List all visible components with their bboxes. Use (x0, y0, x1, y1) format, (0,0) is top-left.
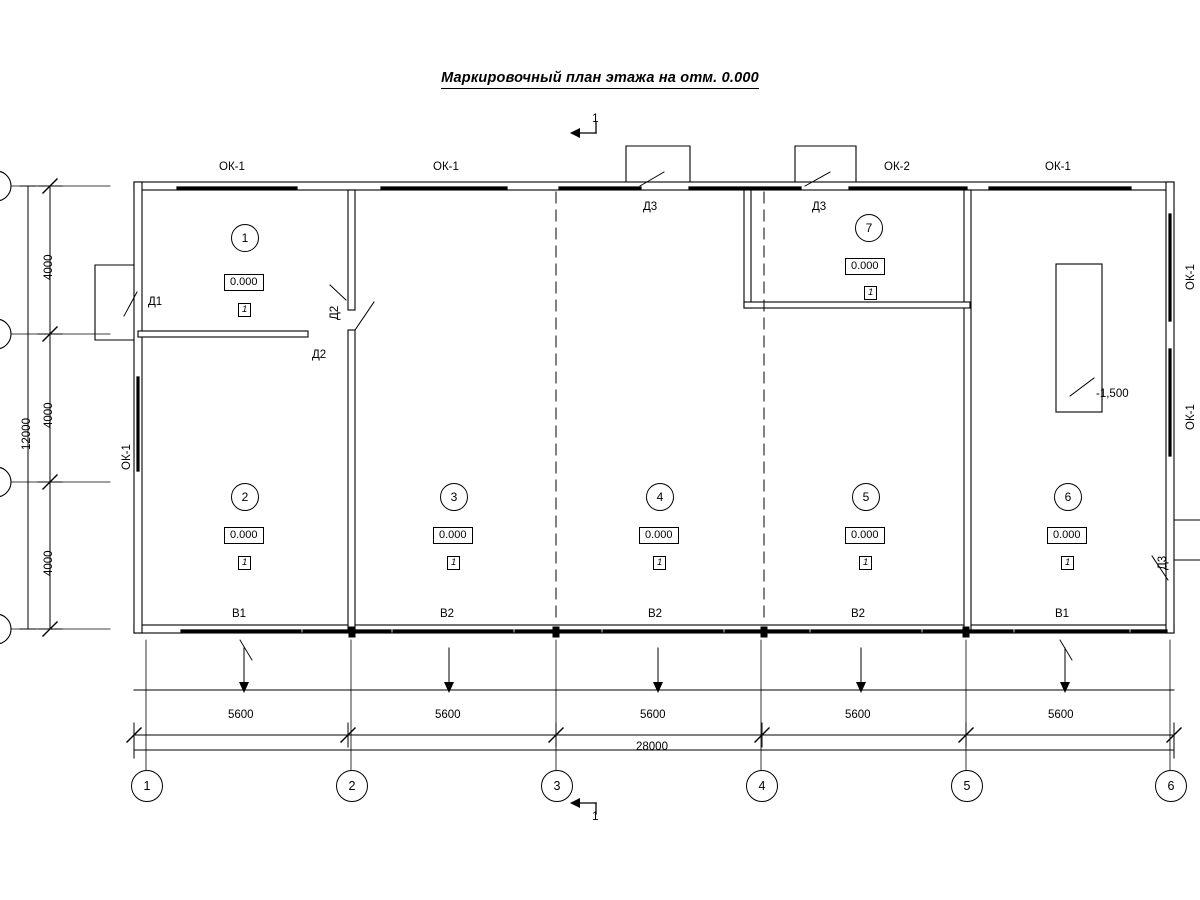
dim-bay-5: 5600 (1048, 709, 1074, 721)
dim-span-3: 4000 (43, 550, 55, 576)
gate-label-v2-2: В2 (648, 608, 663, 620)
axis-marker-3: 3 (541, 770, 573, 802)
room-level-2: 0.000 (224, 527, 264, 544)
gate-label-v1-right: В1 (1055, 608, 1070, 620)
room-finish-7: 1 (864, 286, 877, 300)
room-finish-5: 1 (859, 556, 872, 570)
dim-bay-1: 5600 (228, 709, 254, 721)
room-finish-2: 1 (238, 556, 251, 570)
gate-label-v1-left: В1 (232, 608, 247, 620)
room-level-3: 0.000 (433, 527, 473, 544)
window-label-ok1-left: ОК-1 (121, 444, 133, 470)
room-level-6: 0.000 (1047, 527, 1087, 544)
room-number-1: 1 (231, 224, 259, 252)
dim-overall-width: 12000 (21, 418, 33, 450)
axis-marker-1: 1 (131, 770, 163, 802)
window-label-ok2-top: ОК-2 (884, 161, 910, 173)
door-label-d3-top-a: Д3 (643, 201, 658, 213)
window-label-ok1-top-1: ОК-1 (219, 161, 245, 173)
window-label-ok1-right-2: ОК-1 (1185, 404, 1197, 430)
gate-label-v2-1: В2 (440, 608, 455, 620)
door-label-d3-right: Д3 (1157, 555, 1169, 570)
section-mark-top: 1 (592, 111, 599, 125)
pit-level-label: -1,500 (1096, 388, 1129, 400)
room-finish-3: 1 (447, 556, 460, 570)
room-number-3: 3 (440, 483, 468, 511)
door-label-d2-b: Д2 (312, 349, 327, 361)
axis-marker-2: 2 (336, 770, 368, 802)
dim-overall-length: 28000 (636, 741, 668, 753)
room-finish-1: 1 (238, 303, 251, 317)
room-number-5: 5 (852, 483, 880, 511)
room-level-4: 0.000 (639, 527, 679, 544)
axis-marker-6: 6 (1155, 770, 1187, 802)
dim-span-2: 4000 (43, 402, 55, 428)
axis-marker-5: 5 (951, 770, 983, 802)
room-level-5: 0.000 (845, 527, 885, 544)
section-mark-bottom: 1 (592, 809, 599, 823)
door-label-d2-a: Д2 (329, 305, 341, 320)
room-number-4: 4 (646, 483, 674, 511)
door-label-d1: Д1 (148, 296, 163, 308)
room-number-6: 6 (1054, 483, 1082, 511)
dim-span-1: 4000 (43, 254, 55, 280)
room-finish-6: 1 (1061, 556, 1074, 570)
room-finish-4: 1 (653, 556, 666, 570)
dim-bay-2: 5600 (435, 709, 461, 721)
room-level-7: 0.000 (845, 258, 885, 275)
room-number-7: 7 (855, 214, 883, 242)
page-title-text: Маркировочный план этажа на отм. 0.000 (441, 70, 759, 89)
axis-marker-4: 4 (746, 770, 778, 802)
window-label-ok1-top-3: ОК-1 (1045, 161, 1071, 173)
window-label-ok1-top-2: ОК-1 (433, 161, 459, 173)
dim-bay-3: 5600 (640, 709, 666, 721)
room-level-1: 0.000 (224, 274, 264, 291)
dim-bay-4: 5600 (845, 709, 871, 721)
room-number-2: 2 (231, 483, 259, 511)
window-label-ok1-right-1: ОК-1 (1185, 264, 1197, 290)
gate-label-v2-3: В2 (851, 608, 866, 620)
door-label-d3-top-b: Д3 (812, 201, 827, 213)
